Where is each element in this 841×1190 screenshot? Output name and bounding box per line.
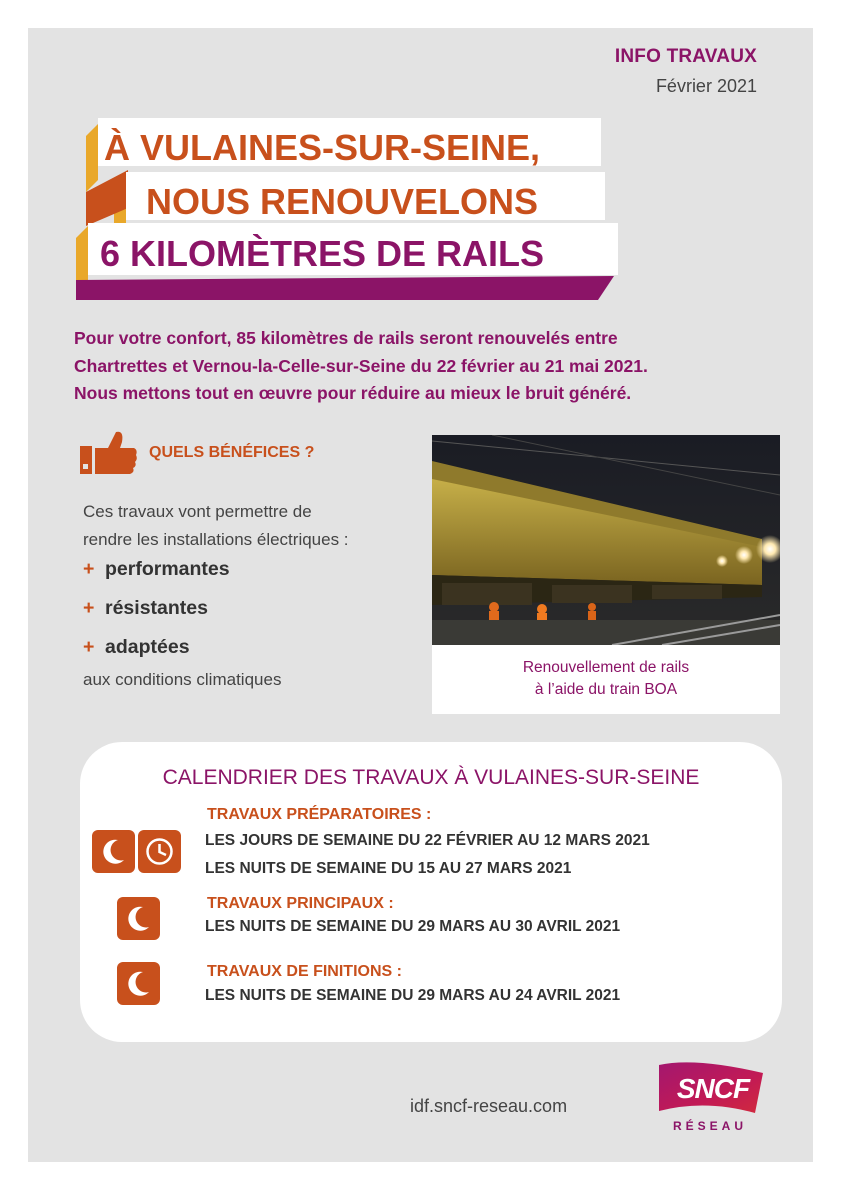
benefit-text: performantes bbox=[105, 558, 230, 580]
issue-date: Février 2021 bbox=[655, 76, 757, 96]
logo-sub: RÉSEAU bbox=[672, 1119, 747, 1133]
caption-line-2: à l’aide du train BOA bbox=[534, 681, 678, 698]
calendar-title: CALENDRIER DES TRAVAUX À VULAINES-SUR-SEINE bbox=[162, 766, 700, 789]
plus-icon: + bbox=[83, 597, 95, 619]
plus-icon: + bbox=[83, 558, 95, 580]
kicker: INFO TRAVAUX bbox=[614, 46, 757, 67]
moon-icon bbox=[117, 897, 160, 940]
section-title-main: TRAVAUX PRINCIPAUX : bbox=[207, 895, 394, 912]
section-line: LES NUITS DE SEMAINE DU 29 MARS AU 30 AVRIL 2021 bbox=[205, 918, 621, 935]
info-sheet bbox=[28, 28, 813, 1162]
benefit-item bbox=[83, 597, 208, 620]
benefits-intro bbox=[83, 498, 423, 554]
section-line: LES JOURS DE SEMAINE DU 22 FÉVRIER AU 12 MARS 2021 bbox=[205, 832, 650, 849]
lead-paragraph bbox=[74, 325, 794, 408]
clock-icon bbox=[138, 830, 181, 873]
section-line: LES NUITS DE SEMAINE DU 29 MARS AU 24 AVRIL 2021 bbox=[205, 987, 621, 1004]
moon-icon bbox=[117, 962, 160, 1005]
train-photo bbox=[432, 435, 780, 645]
section-title-preparatory: TRAVAUX PRÉPARATOIRES : bbox=[207, 806, 432, 823]
calendar-card bbox=[80, 742, 782, 1042]
lead-line-3: Nous mettons tout en œuvre pour réduire au mieux le bruit généré. bbox=[74, 383, 632, 403]
moon-icon bbox=[92, 830, 135, 873]
benefit-item bbox=[83, 636, 190, 659]
plus-icon: + bbox=[83, 636, 95, 658]
section-title-finishing: TRAVAUX DE FINITIONS : bbox=[207, 963, 402, 980]
section-line: LES NUITS DE SEMAINE DU 15 AU 27 MARS 2021 bbox=[205, 860, 572, 877]
sncf-reseau-logo bbox=[655, 1059, 765, 1139]
benefits-label: QUELS BÉNÉFICES ? bbox=[149, 444, 315, 461]
headline-line-2: NOUS RENOUVELONS bbox=[146, 181, 539, 222]
photo-card bbox=[432, 435, 780, 714]
intro-line-1: Ces travaux vont permettre de bbox=[83, 502, 312, 521]
headline-line-3: 6 KILOMÈTRES DE RAILS bbox=[100, 233, 545, 274]
caption-line-1: Renouvellement de rails bbox=[522, 659, 690, 676]
intro-line-2: rendre les installations électriques : bbox=[83, 530, 349, 549]
benefit-text: adaptées bbox=[105, 636, 190, 658]
photo-caption bbox=[432, 657, 780, 701]
thumbs-up-icon bbox=[78, 428, 140, 476]
headline-block bbox=[28, 28, 813, 318]
logo-brand: SNCF bbox=[676, 1073, 750, 1104]
lead-line-1: Pour votre confort, 85 kilomètres de rails seront renouvelés entre bbox=[74, 328, 618, 348]
train-illustration bbox=[432, 435, 780, 645]
benefit-item bbox=[83, 558, 230, 581]
benefits-outro: aux conditions climatiques bbox=[83, 670, 282, 689]
benefit-text: résistantes bbox=[105, 597, 208, 619]
headline-line-1: À VULAINES-SUR-SEINE, bbox=[104, 127, 541, 168]
lead-line-2: Chartrettes et Vernou-la-Celle-sur-Seine du 22 février au 21 mai 2021. bbox=[74, 355, 648, 376]
website-link[interactable]: idf.sncf-reseau.com bbox=[410, 1096, 568, 1116]
